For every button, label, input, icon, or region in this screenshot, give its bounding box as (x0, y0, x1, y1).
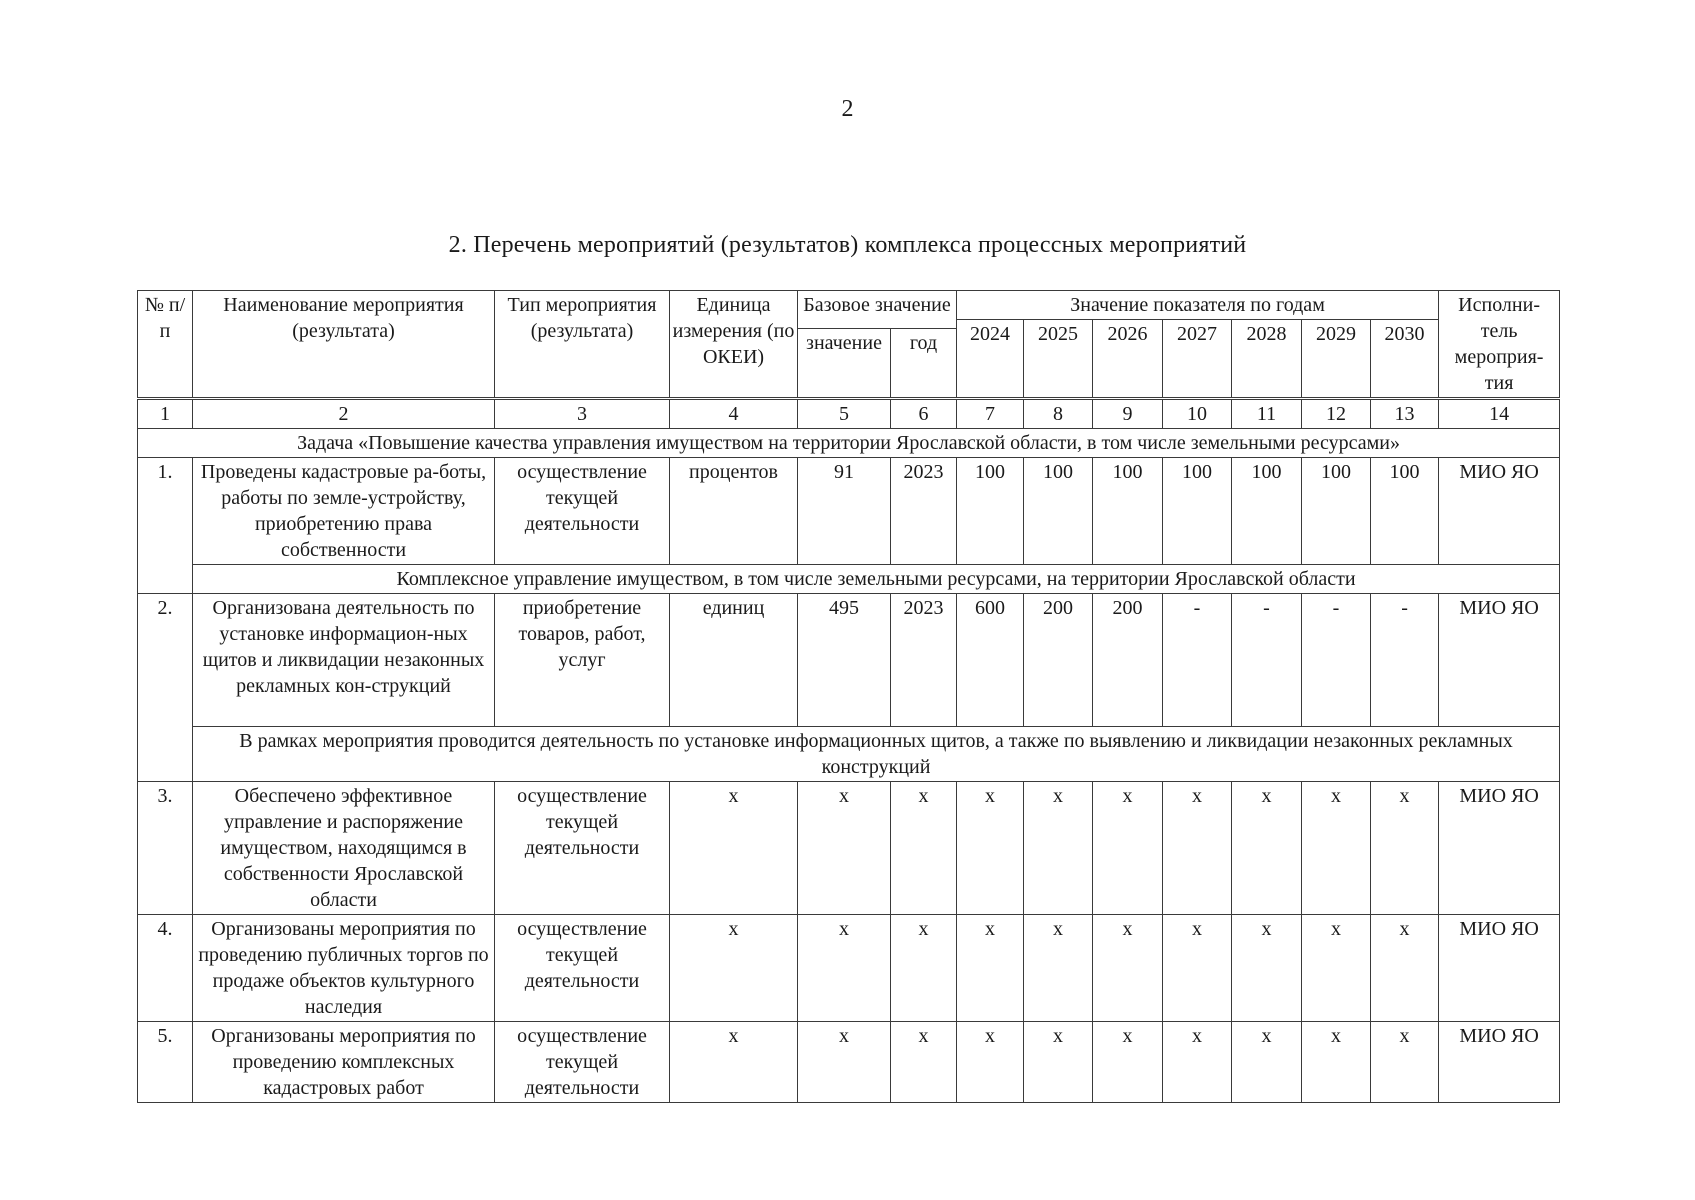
col-number: 6 (891, 399, 957, 429)
row-value: х (1302, 782, 1371, 915)
table-row (138, 1022, 1560, 1103)
row-value: х (1024, 782, 1093, 915)
row-value: 100 (1232, 458, 1302, 565)
row-base-year: х (891, 782, 957, 915)
row-value: х (1371, 1022, 1439, 1103)
row-unit: процентов (670, 458, 798, 565)
row-value: х (957, 782, 1024, 915)
row-base-year: х (891, 915, 957, 1022)
row-note: Комплексное управление имуществом, в том числе земельными ресурсами, на территории Ярославской области (193, 565, 1560, 594)
col-number: 14 (1439, 399, 1560, 429)
row-value: х (1093, 1022, 1163, 1103)
row-value: х (1371, 915, 1439, 1022)
row-value: 100 (1163, 458, 1232, 565)
header-base: Базовое значение (798, 291, 957, 329)
row-base-value: 91 (798, 458, 891, 565)
row-value: х (1302, 1022, 1371, 1103)
col-number: 11 (1232, 399, 1302, 429)
col-number: 8 (1024, 399, 1093, 429)
table-row (138, 915, 1560, 1022)
note-row (138, 727, 1560, 782)
row-name: Организованы мероприятия по проведению комплексных кадастровых работ (193, 1022, 495, 1103)
header-name: Наименование мероприятия (результата) (193, 291, 495, 399)
header-year: 2027 (1163, 320, 1232, 399)
row-base-value: 495 (798, 594, 891, 727)
row-value: 200 (1093, 594, 1163, 727)
row-value: - (1302, 594, 1371, 727)
row-value: х (1093, 782, 1163, 915)
row-type: осуществление текущей деятельности (495, 458, 670, 565)
col-number: 12 (1302, 399, 1371, 429)
row-unit: единиц (670, 594, 798, 727)
col-number: 9 (1093, 399, 1163, 429)
row-value: х (1232, 915, 1302, 1022)
row-value: - (1163, 594, 1232, 727)
row-name: Организована деятельность по установке информацион-ных щитов и ликвидации незаконных рекламных кон-струкций (193, 594, 495, 727)
row-value: 100 (1024, 458, 1093, 565)
table-row (138, 458, 1560, 565)
row-number: 1. (138, 458, 193, 594)
row-name: Обеспечено эффективное управление и распоряжение имуществом, находящимся в собственности Ярославской области (193, 782, 495, 915)
row-base-year: 2023 (891, 458, 957, 565)
row-base-value: х (798, 915, 891, 1022)
header-year: 2028 (1232, 320, 1302, 399)
row-type: осуществление текущей деятельности (495, 782, 670, 915)
row-number: 4. (138, 915, 193, 1022)
header-year: 2029 (1302, 320, 1371, 399)
col-number: 7 (957, 399, 1024, 429)
row-value: х (1371, 782, 1439, 915)
note-row (138, 565, 1560, 594)
header-year: 2026 (1093, 320, 1163, 399)
row-executor: МИО ЯО (1439, 915, 1560, 1022)
table-row (138, 782, 1560, 915)
row-value: 100 (1371, 458, 1439, 565)
col-number: 1 (138, 399, 193, 429)
col-number: 10 (1163, 399, 1232, 429)
page-title: 2. Перечень мероприятий (результатов) комплекса процессных мероприятий (448, 232, 1247, 258)
row-base-value: х (798, 782, 891, 915)
row-value: - (1232, 594, 1302, 727)
col-number: 2 (193, 399, 495, 429)
row-value: х (1232, 1022, 1302, 1103)
task-row (138, 429, 1560, 458)
row-value: 200 (1024, 594, 1093, 727)
col-number: 4 (670, 399, 798, 429)
header-no: № п/п (138, 291, 193, 399)
page-number: 2 (841, 96, 854, 122)
row-base-value: х (798, 1022, 891, 1103)
row-number: 3. (138, 782, 193, 915)
header-year: 2025 (1024, 320, 1093, 399)
row-unit: х (670, 782, 798, 915)
task-title: Задача «Повышение качества управления имуществом на территории Ярославской области, в том числе земельными ресурсами» (138, 429, 1560, 458)
row-note: В рамках мероприятия проводится деятельность по установке информационных щитов, а также по выявлению и ликвидации незаконных рекламных конструкций (193, 727, 1560, 782)
row-name: Организованы мероприятия по проведению публичных торгов по продаже объектов культурного наследия (193, 915, 495, 1022)
col-number: 3 (495, 399, 670, 429)
row-type: осуществление текущей деятельности (495, 915, 670, 1022)
row-value: х (1302, 915, 1371, 1022)
header-unit: Единица измерения (по ОКЕИ) (670, 291, 798, 399)
row-value: 100 (957, 458, 1024, 565)
row-value: х (1232, 782, 1302, 915)
col-number: 13 (1371, 399, 1439, 429)
col-number: 5 (798, 399, 891, 429)
row-number: 2. (138, 594, 193, 782)
row-executor: МИО ЯО (1439, 1022, 1560, 1103)
row-name: Проведены кадастровые ра-боты, работы по земле-устройству, приобретению права собственности (193, 458, 495, 565)
header-year: 2030 (1371, 320, 1439, 399)
header-year: 2024 (957, 320, 1024, 399)
row-value: х (1163, 915, 1232, 1022)
row-value: х (1024, 915, 1093, 1022)
row-number: 5. (138, 1022, 193, 1103)
row-base-year: х (891, 1022, 957, 1103)
row-value: х (1163, 782, 1232, 915)
row-value: х (1093, 915, 1163, 1022)
row-value: 600 (957, 594, 1024, 727)
table-row (138, 594, 1560, 727)
row-value: 100 (1093, 458, 1163, 565)
row-value: - (1371, 594, 1439, 727)
row-unit: х (670, 915, 798, 1022)
row-base-year: 2023 (891, 594, 957, 727)
row-type: осуществление текущей деятельности (495, 1022, 670, 1103)
header-executor: Исполни-тель мероприя-тия (1439, 291, 1560, 399)
row-executor: МИО ЯО (1439, 594, 1560, 727)
row-value: х (1163, 1022, 1232, 1103)
row-value: х (1024, 1022, 1093, 1103)
row-executor: МИО ЯО (1439, 782, 1560, 915)
row-executor: МИО ЯО (1439, 458, 1560, 565)
header-base-year: год (891, 329, 957, 399)
header-type: Тип мероприятия (результата) (495, 291, 670, 399)
row-value: 100 (1302, 458, 1371, 565)
row-unit: х (670, 1022, 798, 1103)
events-table (137, 290, 1560, 1103)
header-values-by-year: Значение показателя по годам (957, 291, 1439, 320)
column-numbers-row (138, 399, 1560, 429)
row-type: приобретение товаров, работ, услуг (495, 594, 670, 727)
row-value: х (957, 915, 1024, 1022)
row-value: х (957, 1022, 1024, 1103)
header-row-1 (138, 291, 1560, 320)
header-base-value: значение (798, 329, 891, 399)
